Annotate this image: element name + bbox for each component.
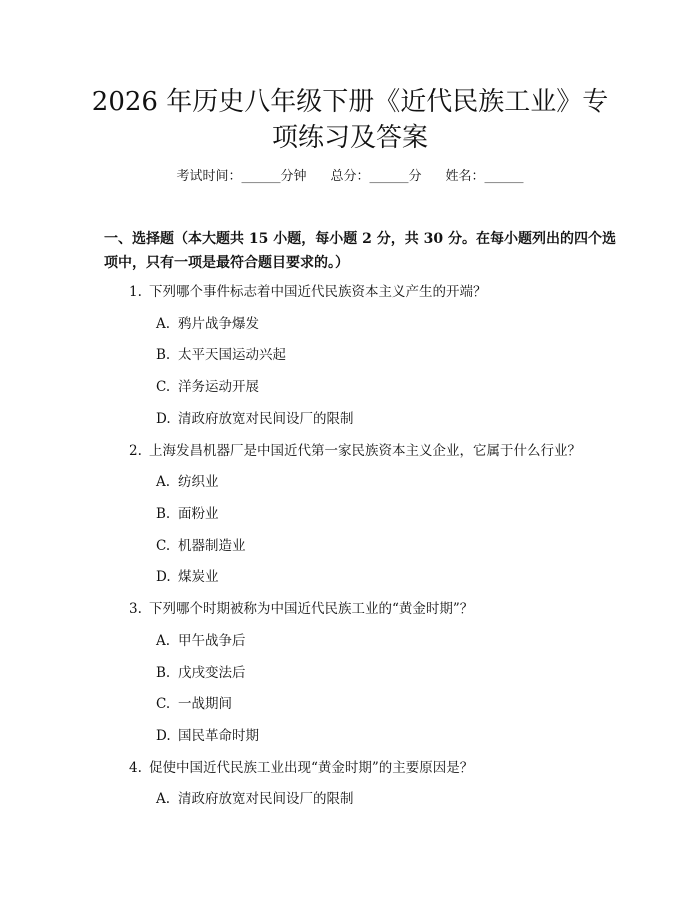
option-text: 纺织业 — [178, 474, 219, 490]
question-text: 促使中国近代民族工业出现“黄金时期”的主要原因是？ — [149, 760, 474, 776]
option-text: 一战期间 — [178, 696, 232, 712]
question-4 — [129, 758, 473, 778]
option-text: 清政府放宽对民间设厂的限制 — [178, 791, 354, 807]
option-letter: B. — [156, 665, 171, 681]
total-score-field: 总分：______分 — [330, 169, 422, 184]
question-2-option-b — [156, 504, 219, 524]
question-4-option-a — [156, 789, 354, 809]
option-text: 清政府放宽对民间设厂的限制 — [178, 411, 354, 427]
question-1-option-c — [156, 377, 259, 397]
page-title-line-2: 项练习及答案 — [271, 123, 428, 153]
option-letter: A. — [156, 791, 171, 807]
option-letter: A. — [156, 316, 171, 332]
option-letter: B. — [156, 506, 171, 522]
question-2 — [129, 441, 581, 461]
option-letter: A. — [156, 633, 171, 649]
option-text: 鸦片战争爆发 — [178, 316, 259, 332]
option-letter: D. — [156, 411, 171, 427]
question-number: 4. — [129, 760, 142, 776]
section-heading-line-2: 项中，只有一项是最符合题目要求的。） — [104, 255, 349, 271]
question-1-option-b — [156, 345, 286, 365]
option-text: 国民革命时期 — [178, 728, 259, 744]
option-text: 洋务运动开展 — [178, 379, 259, 395]
option-letter: D. — [156, 569, 171, 585]
option-text: 甲午战争后 — [178, 633, 246, 649]
question-1-option-d — [156, 409, 354, 429]
option-text: 戊戌变法后 — [178, 665, 246, 681]
question-1-option-a — [156, 314, 259, 334]
question-2-option-a — [156, 472, 219, 492]
question-1 — [129, 282, 487, 302]
student-name-field: 姓名：______ — [445, 169, 524, 184]
question-3-option-c — [156, 694, 232, 714]
question-3 — [129, 599, 473, 619]
option-text: 机器制造业 — [178, 538, 246, 554]
page-title-line-1: 2026 年历史八年级下册《近代民族工业》专 — [91, 87, 609, 117]
option-text: 面粉业 — [178, 506, 219, 522]
option-letter: C. — [156, 538, 171, 554]
option-letter: D. — [156, 728, 171, 744]
exam-info — [0, 167, 700, 187]
option-letter: A. — [156, 474, 171, 490]
question-3-option-d — [156, 726, 259, 746]
question-3-option-b — [156, 663, 246, 683]
option-letter: C. — [156, 379, 171, 395]
question-number: 1. — [129, 284, 142, 300]
question-text: 下列哪个时期被称为中国近代民族工业的“黄金时期”？ — [149, 601, 474, 617]
option-letter: C. — [156, 696, 171, 712]
option-text: 煤炭业 — [178, 569, 219, 585]
question-text: 上海发昌机器厂是中国近代第一家民族资本主义企业，它属于什么行业？ — [149, 443, 581, 459]
question-number: 2. — [129, 443, 142, 459]
section-heading-line-1: 一、选择题（本大题共 15 小题，每小题 2 分，共 30 分。在每小题列出的四个选 — [104, 231, 616, 247]
question-2-option-d — [156, 567, 219, 587]
question-number: 3. — [129, 601, 142, 617]
question-text: 下列哪个事件标志着中国近代民族资本主义产生的开端？ — [149, 284, 487, 300]
exam-time-field: 考试时间：______分钟 — [176, 169, 307, 184]
question-2-option-c — [156, 536, 246, 556]
option-letter: B. — [156, 347, 171, 363]
option-text: 太平天国运动兴起 — [178, 347, 286, 363]
question-3-option-a — [156, 631, 246, 651]
